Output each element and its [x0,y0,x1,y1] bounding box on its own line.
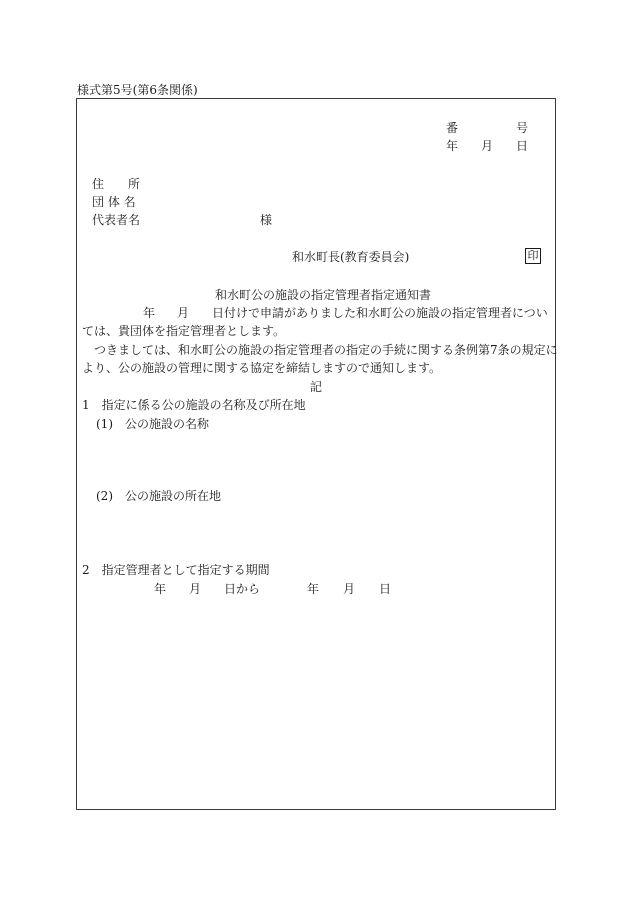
document-title: 和水町公の施設の指定管理者指定通知書 [215,288,432,302]
period-end-year: 年 [307,582,320,596]
item-1-sub-1: (1) 公の施設の名称 [96,417,209,431]
number-go: 号 [516,121,529,135]
period-start-month: 月 [189,582,202,596]
org-name-label: 団 体 名 [92,195,136,209]
date-year: 年 [446,139,459,153]
item-1-sub-2: (2) 公の施設の所在地 [96,489,221,503]
body-month: 月 [177,306,190,320]
body-line3: つきましては、和水町公の施設の指定管理者の指定の手続に関する条例第7条の規定に [82,343,558,357]
ki-mark: 記 [310,380,323,394]
representative-label: 代表者名 [92,213,141,227]
date-month: 月 [481,139,494,153]
address-label: 住 所 [92,177,141,191]
number-ban: 番 [446,121,459,135]
item-1: 1 指定に係る公の施設の名称及び所在地 [82,398,306,412]
item-2: 2 指定管理者として指定する期間 [82,563,270,577]
form-label: 様式第5号(第6条関係) [77,83,198,97]
body-line4: より、公の施設の管理に関する協定を締結しますので通知します。 [82,361,442,375]
seal-stamp: 印 [525,248,541,264]
period-start-day: 日から [224,582,261,596]
date-day: 日 [516,139,529,153]
period-end-month: 月 [343,582,356,596]
body-line1: 日付けで申請がありました和水町公の施設の指定管理者につい [212,306,548,320]
period-start-year: 年 [154,582,167,596]
sender-name: 和水町長(教育委員会) [292,250,410,264]
document-frame [76,98,556,810]
honorific-sama: 様 [260,213,273,227]
body-line2: ては、貴団体を指定管理者とします。 [82,324,286,338]
period-end-day: 日 [379,582,392,596]
body-year: 年 [143,306,156,320]
